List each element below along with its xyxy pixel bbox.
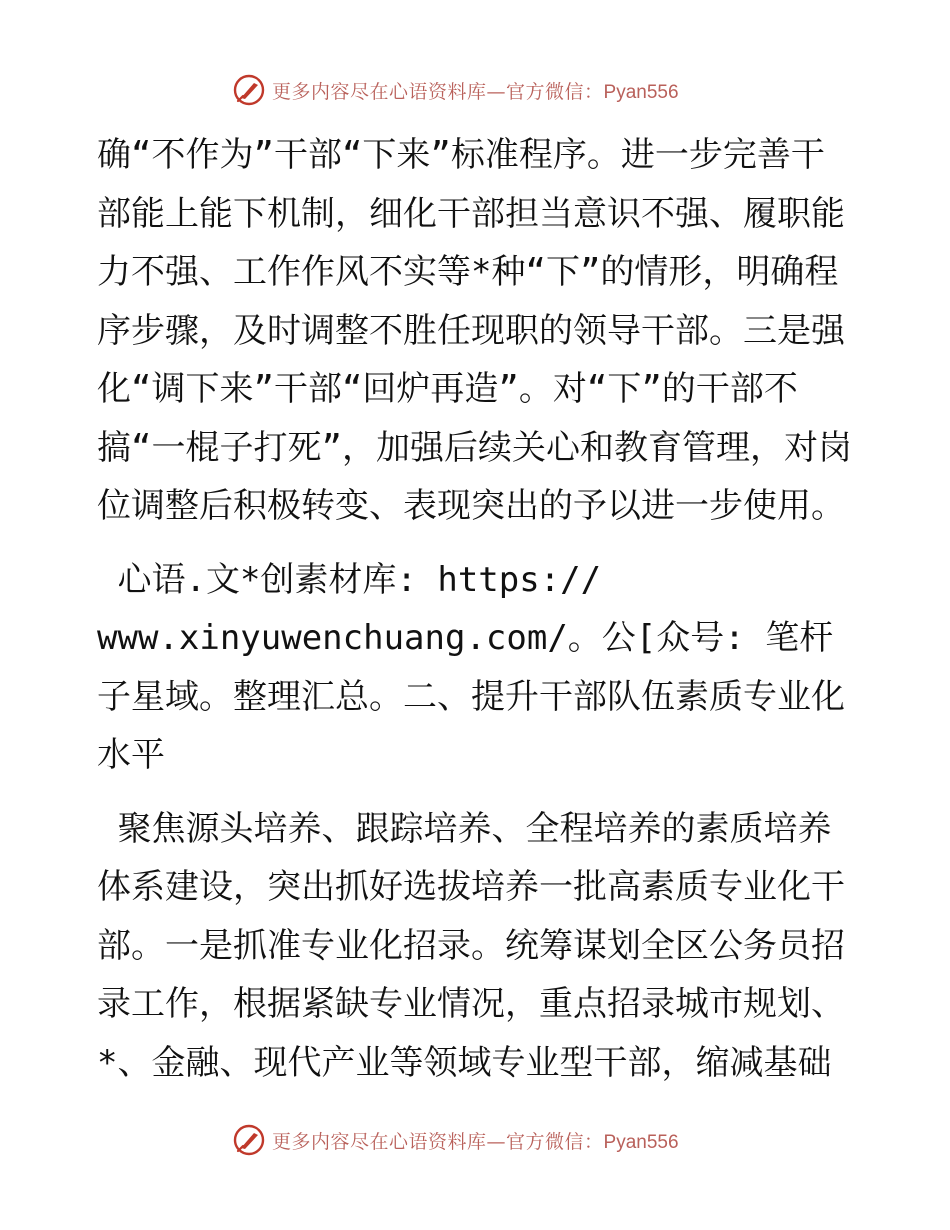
- watermark-text: 更多内容尽在心语资料库—官方微信：Pyan556: [272, 80, 679, 103]
- footer-watermark: [232, 1122, 679, 1158]
- watermark-text: 更多内容尽在心语资料库—官方微信：Pyan556: [272, 1130, 679, 1153]
- quill-pen-circle-icon: [232, 73, 266, 107]
- paragraph-cadre-adjustment: 确“不作为”干部“下来”标准程序。进一步完善干部能上能下机制，细化干部担当意识不强、履职能力不强、工作作风不实等*种“下”的情形，明确程序步骤，及时调整不胜任现职的领导干部。三是强化“调下来”干部“回炉再造”。对“下”的干部不搞“一棍子打死”，加强后续关心和教育管理，对岗位调整后积极转变、表现突出的予以进一步使用。: [97, 135, 852, 526]
- paragraph-cadre-training: 聚焦源头培养、跟踪培养、全程培养的素质培养体系建设，突出抓好选拔培养一批高素质专业化干部。一是抓准专业化招录。统筹谋划全区公务员招录工作，根据紧缺专业情况，重点招录城市规划、*、金融、现代产业等领域专业型干部，缩减基础: [97, 808, 845, 1083]
- quill-pen-circle-icon: [232, 1123, 266, 1157]
- document-body: [97, 126, 857, 1092]
- paragraph-source-note-and-heading: 心语.文*创素材库: https:// www.xinyuwenchuang.com/。公[众号: 笔杆子星域。整理汇总。二、提升干部队伍素质专业化水平: [97, 559, 845, 775]
- header-watermark: [232, 72, 679, 108]
